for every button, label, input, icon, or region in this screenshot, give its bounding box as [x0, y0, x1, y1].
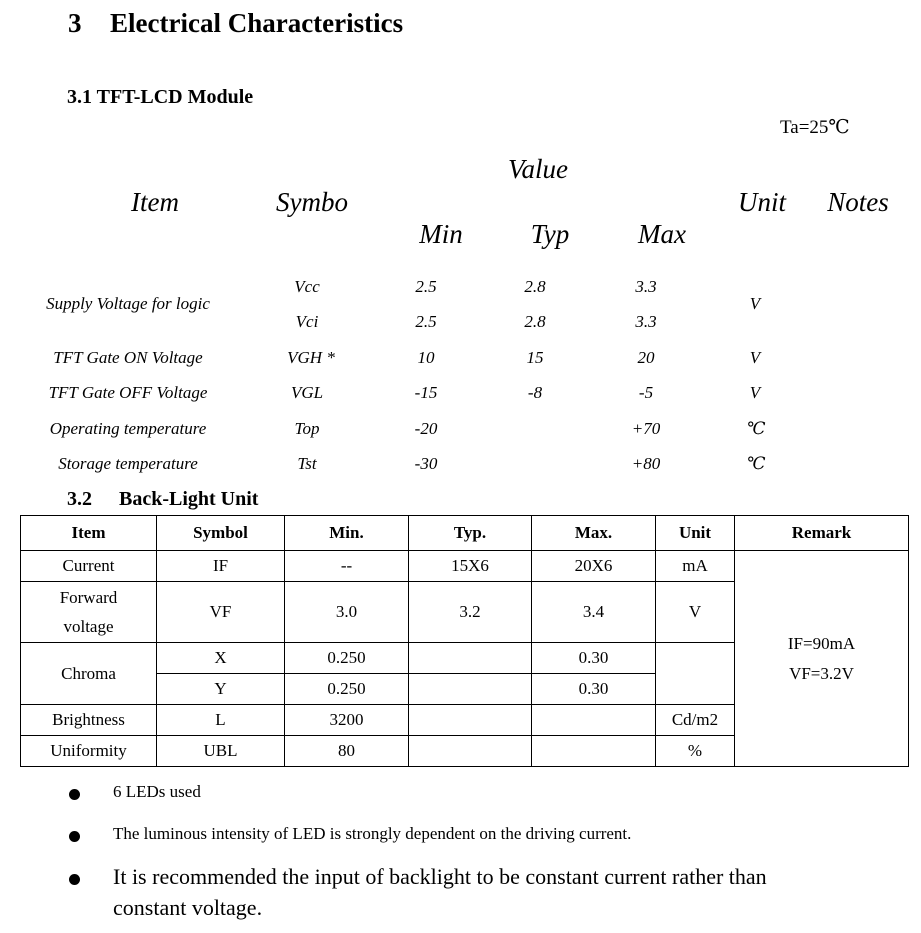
th-remark: Remark: [735, 516, 909, 551]
header-unit: Unit: [737, 187, 787, 217]
row-vci-min: 2.5: [415, 312, 437, 331]
cell-current-item: Current: [21, 551, 157, 582]
cell-chroma-y-max: 0.30: [532, 674, 656, 705]
cell-uniformity-typ: [409, 736, 532, 767]
header-min: Min: [419, 219, 463, 249]
row-operating-unit: ℃: [746, 419, 766, 438]
cell-uniformity-unit: %: [656, 736, 735, 767]
header-max: Max: [638, 219, 686, 249]
row-gate-off-unit: V: [749, 383, 761, 402]
section-title-text: Electrical Characteristics: [110, 8, 404, 38]
row-operating-item: Operating temperature: [49, 419, 207, 438]
note-text: 6 LEDs used: [113, 782, 201, 801]
cell-forward-unit: V: [656, 582, 735, 643]
th-symbol: Symbol: [157, 516, 285, 551]
row-gate-off-item: TFT Gate OFF Voltage: [48, 383, 208, 402]
cell-brightness-typ: [409, 705, 532, 736]
row-gate-on-max: 20: [637, 348, 655, 367]
cell-forward-item-line2: voltage: [63, 617, 114, 636]
cell-forward-item-line1: Forward: [59, 588, 118, 607]
row-gate-off-typ: -8: [527, 383, 543, 402]
row-vcc-min: 2.5: [415, 277, 437, 296]
cell-forward-max: 3.4: [532, 582, 656, 643]
cell-brightness-item: Brightness: [21, 705, 157, 736]
note-text: It is recommended the input of backlight to be constant current rather than: [113, 864, 767, 889]
row-operating-symbol: Top: [294, 419, 320, 438]
cell-brightness-symbol: L: [157, 705, 285, 736]
row-operating-min: -20: [414, 419, 438, 438]
note-text: The luminous intensity of LED is strongly dependent on the driving current.: [113, 824, 632, 843]
row-gate-off-symbol: VGL: [290, 383, 324, 402]
row-supply-item: Supply Voltage for logic: [46, 294, 210, 313]
row-supply-unit: V: [749, 294, 761, 313]
remark-if: IF=90mA: [787, 633, 856, 653]
subsection-number-backlight: 3.2: [67, 488, 92, 510]
cell-forward-symbol: VF: [157, 582, 285, 643]
cell-uniformity-max: [532, 736, 656, 767]
bullet-icon: [69, 874, 80, 885]
th-typ: Typ.: [409, 516, 532, 551]
row-gate-on-unit: V: [749, 348, 761, 367]
subsection-title-backlight: [67, 488, 258, 511]
cell-chroma-unit: [656, 643, 735, 705]
subsection-title-tft: 3.1 TFT-LCD Module: [67, 86, 254, 108]
note-text-continued: constant voltage.: [113, 895, 263, 920]
cell-current-max: 20X6: [532, 551, 656, 582]
cell-forward-typ: 3.2: [409, 582, 532, 643]
cell-remark: [735, 551, 909, 767]
subsection-title-backlight-text: Back-Light Unit: [119, 488, 259, 510]
row-vci-typ: 2.8: [524, 312, 546, 331]
cell-chroma-x-typ: [409, 643, 532, 674]
table-row: [21, 551, 909, 582]
row-storage-min: -30: [414, 454, 438, 473]
th-max: Max.: [532, 516, 656, 551]
cell-chroma-x-symbol: X: [157, 643, 285, 674]
row-storage-item: Storage temperature: [58, 454, 198, 473]
table-header-row: [21, 516, 909, 551]
cell-forward-item: [21, 582, 157, 643]
row-storage-unit: ℃: [746, 454, 766, 473]
th-item: Item: [21, 516, 157, 551]
cell-chroma-y-symbol: Y: [157, 674, 285, 705]
row-gate-off-min: -15: [414, 383, 438, 402]
cell-uniformity-min: 80: [285, 736, 409, 767]
bullet-icon: [69, 831, 80, 842]
cell-current-unit: mA: [656, 551, 735, 582]
cell-brightness-min: 3200: [285, 705, 409, 736]
header-value: Value: [508, 154, 568, 184]
header-symbol: Symbo: [276, 187, 348, 217]
backlight-table: [20, 515, 909, 767]
cell-current-symbol: IF: [157, 551, 285, 582]
row-storage-max: +80: [631, 454, 661, 473]
row-gate-on-item: TFT Gate ON Voltage: [53, 348, 203, 367]
cell-uniformity-item: Uniformity: [21, 736, 157, 767]
row-vcc-symbol: Vcc: [294, 277, 320, 296]
cell-current-typ: 15X6: [409, 551, 532, 582]
cell-chroma-y-min: 0.250: [285, 674, 409, 705]
section-number: 3: [68, 8, 82, 38]
header-notes: Notes: [827, 187, 889, 217]
remark-vf: VF=3.2V: [789, 663, 854, 683]
header-typ: Typ: [530, 219, 570, 249]
row-gate-on-typ: 15: [526, 348, 544, 367]
cell-chroma-item: Chroma: [21, 643, 157, 705]
row-vcc-typ: 2.8: [524, 277, 546, 296]
cell-brightness-unit: Cd/m2: [656, 705, 735, 736]
cell-chroma-y-typ: [409, 674, 532, 705]
cell-uniformity-symbol: UBL: [157, 736, 285, 767]
row-operating-max: +70: [631, 419, 661, 438]
cell-forward-min: 3.0: [285, 582, 409, 643]
row-vci-symbol: Vci: [295, 312, 319, 331]
temperature-condition: Ta=25℃: [780, 117, 850, 138]
header-item: Item: [131, 187, 179, 217]
th-min: Min.: [285, 516, 409, 551]
row-gate-off-max: -5: [638, 383, 654, 402]
row-vcc-max: 3.3: [635, 277, 657, 296]
row-gate-on-symbol: VGH *: [287, 348, 335, 367]
cell-chroma-x-max: 0.30: [532, 643, 656, 674]
cell-brightness-max: [532, 705, 656, 736]
th-unit: Unit: [656, 516, 735, 551]
cell-chroma-x-min: 0.250: [285, 643, 409, 674]
bullet-icon: [69, 789, 80, 800]
row-storage-symbol: Tst: [297, 454, 317, 473]
section-title: [68, 8, 403, 39]
cell-current-min: --: [285, 551, 409, 582]
row-vci-max: 3.3: [635, 312, 657, 331]
row-gate-on-min: 10: [417, 348, 435, 367]
